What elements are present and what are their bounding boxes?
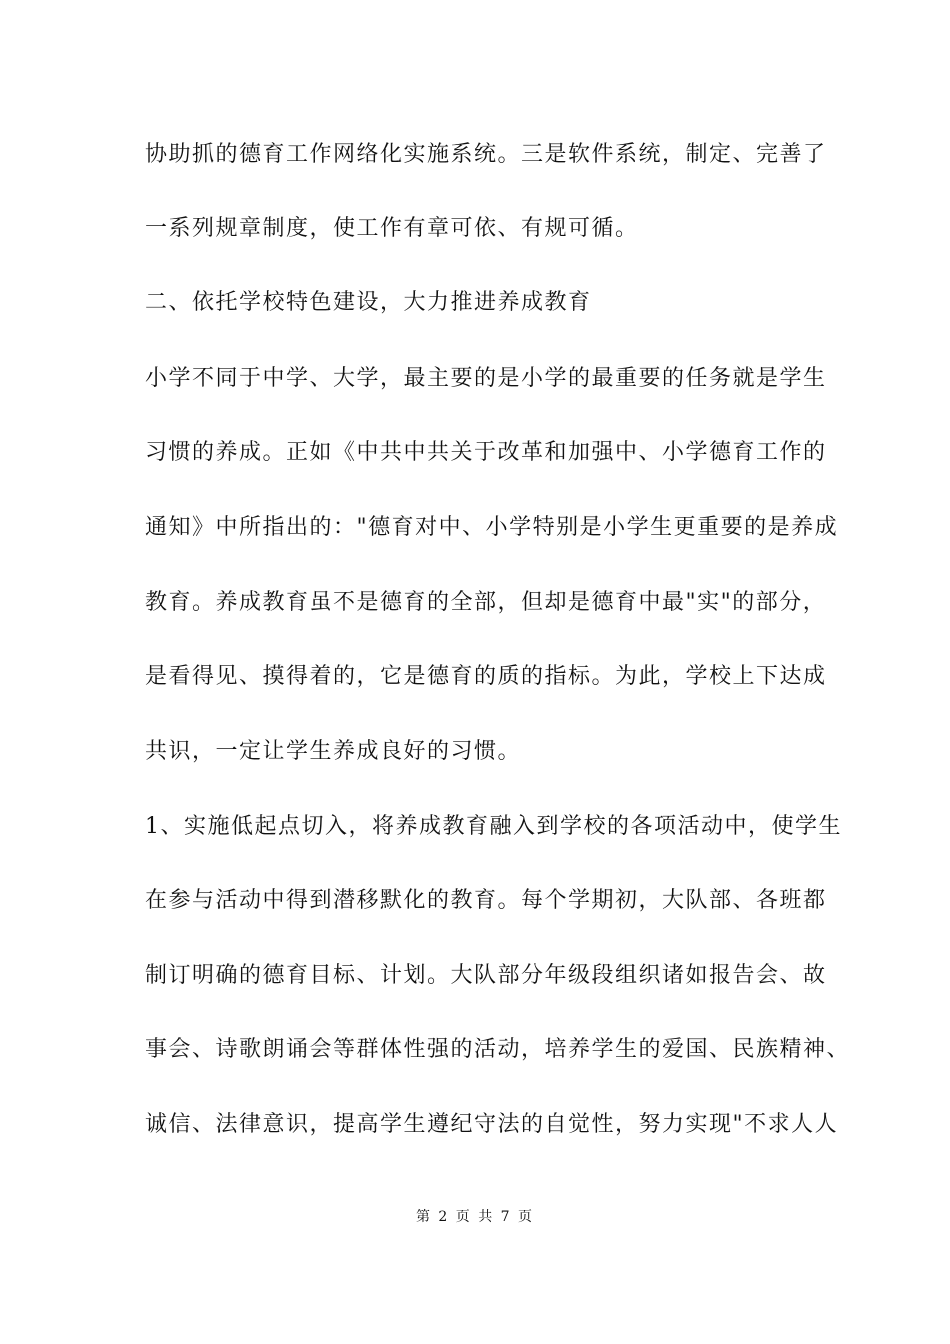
paragraph-line: 在参与活动中得到潜移默化的教育。每个学期初，大队部、各班都 — [145, 888, 827, 913]
paragraph-line: 小学不同于中学、大学，最主要的是小学的最重要的任务就是学生 — [145, 366, 827, 391]
paragraph-line: 一系列规章制度，使工作有章可依、有规可循。 — [145, 216, 639, 241]
paragraph-line: 协助抓的德育工作网络化实施系统。三是软件系统，制定、完善了 — [145, 142, 827, 167]
paragraph-line: 诚信、法律意识，提高学生遵纪守法的自觉性，努力实现"不求人人 — [145, 1112, 839, 1137]
paragraph-line: 共识，一定让学生养成良好的习惯。 — [145, 739, 522, 764]
paragraph-line: 是看得见、摸得着的，它是德育的质的指标。为此，学校上下达成 — [145, 664, 827, 689]
paragraph-line: 教育。养成教育虽不是德育的全部，但却是德育中最"实"的部分， — [145, 590, 827, 615]
paragraph-line: 事会、诗歌朗诵会等群体性强的活动，培养学生的爱国、民族精神、 — [145, 1037, 851, 1062]
paragraph-line: 制订明确的德育目标、计划。大队部分年级段组织诸如报告会、故 — [145, 963, 827, 988]
section-heading: 二、依托学校特色建设，大力推进养成教育 — [145, 290, 592, 315]
page-number-footer: 第 2 页 共 7 页 — [415, 1209, 535, 1225]
list-item-line: 1、实施低起点切入，将养成教育融入到学校的各项活动中，使学生 — [145, 814, 842, 839]
paragraph-line: 通知》中所指出的："德育对中、小学特别是小学生更重要的是养成 — [145, 515, 839, 540]
paragraph-line: 习惯的养成。正如《中共中共关于改革和加强中、小学德育工作的 — [145, 440, 827, 465]
